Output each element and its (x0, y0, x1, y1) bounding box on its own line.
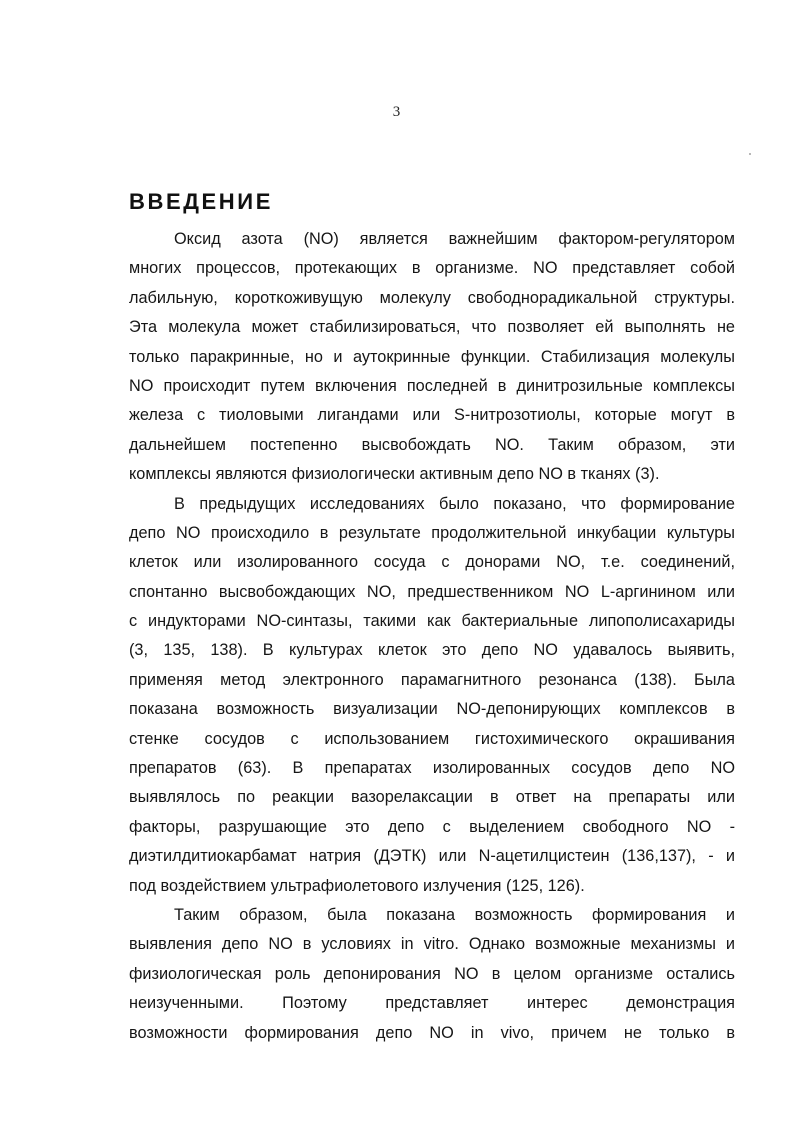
text-line: стенке сосудов с использованием гистохимического окрашивания (129, 729, 735, 748)
text-line: применяя метод электронного парамагнитного резонанса (138). Была (129, 670, 735, 689)
text-line: выявлялось по реакции вазорелаксации в ответ на препараты или (129, 788, 735, 807)
text-line: факторы, разрушающие это депо с выделением свободного NO - (129, 817, 735, 836)
text-line: диэтилдитиокарбамат натрия (ДЭТК) или N-ацетилцистеин (136,137), - и (129, 847, 735, 866)
text-line: депо NO происходило в результате продолжительной инкубации культуры (129, 523, 735, 542)
text-line: физиологическая роль депонирования NO в целом организме остались (129, 964, 735, 983)
section-heading: ВВЕДЕНИЕ (129, 189, 273, 214)
text-line: показана возможность визуализации NO-депонирующих комплексов в (129, 700, 735, 719)
text-line: (3, 135, 138). В культурах клеток это депо NO удавалось выявить, (129, 641, 735, 660)
text-line: дальнейшем постепенно высвобождать NO. Таким образом, эти (129, 435, 735, 454)
scan-dust-mark (749, 153, 751, 155)
body-text (129, 225, 735, 1048)
text-line: спонтанно высвобождающих NO, предшественником NO L-аргинином или (129, 582, 735, 601)
text-line: NO происходит путем включения последней в динитрозильные комплексы (129, 376, 735, 395)
text-line: с индукторами NO-синтазы, такими как бактериальные липополисахариды (129, 612, 735, 631)
text-line: клеток или изолированного сосуда с донорами NO, т.е. соединений, (129, 553, 735, 572)
text-line: выявления депо NO в условиях in vitro. Однако возможные механизмы и (129, 935, 735, 954)
text-line: только паракринные, но и аутокринные функции. Стабилизация молекулы (129, 347, 735, 366)
text-line: В предыдущих исследованиях было показано, что формирование (174, 494, 735, 513)
paragraph-3 (129, 901, 735, 1048)
text-line: под воздействием ультрафиолетового излучения (125, 126). (129, 876, 585, 895)
text-line: многих процессов, протекающих в организме. NO представляет собой (129, 259, 735, 278)
paragraph-1 (129, 225, 735, 490)
text-line: неизученными. Поэтому представляет интерес демонстрация (129, 994, 735, 1013)
text-line: железа с тиоловыми лигандами или S-нитрозотиолы, которые могут в (129, 406, 735, 425)
page-number: 3 (392, 104, 401, 120)
text-line: Таким образом, была показана возможность формирования и (174, 905, 735, 924)
paragraph-2 (129, 490, 735, 901)
text-line: Эта молекула может стабилизироваться, что позволяет ей выполнять не (129, 318, 735, 337)
text-line: Оксид азота (NO) является важнейшим фактором-регулятором (174, 230, 735, 248)
text-line: препаратов (63). В препаратах изолированных сосудов депо NO (129, 759, 735, 778)
text-line: комплексы являются физиологически активным депо NO в тканях (3). (129, 465, 660, 484)
text-line: лабильную, короткоживущую молекулу свободнорадикальной структуры. (129, 288, 735, 307)
text-line: возможности формирования депо NO in vivo, причем не только в (129, 1023, 735, 1042)
